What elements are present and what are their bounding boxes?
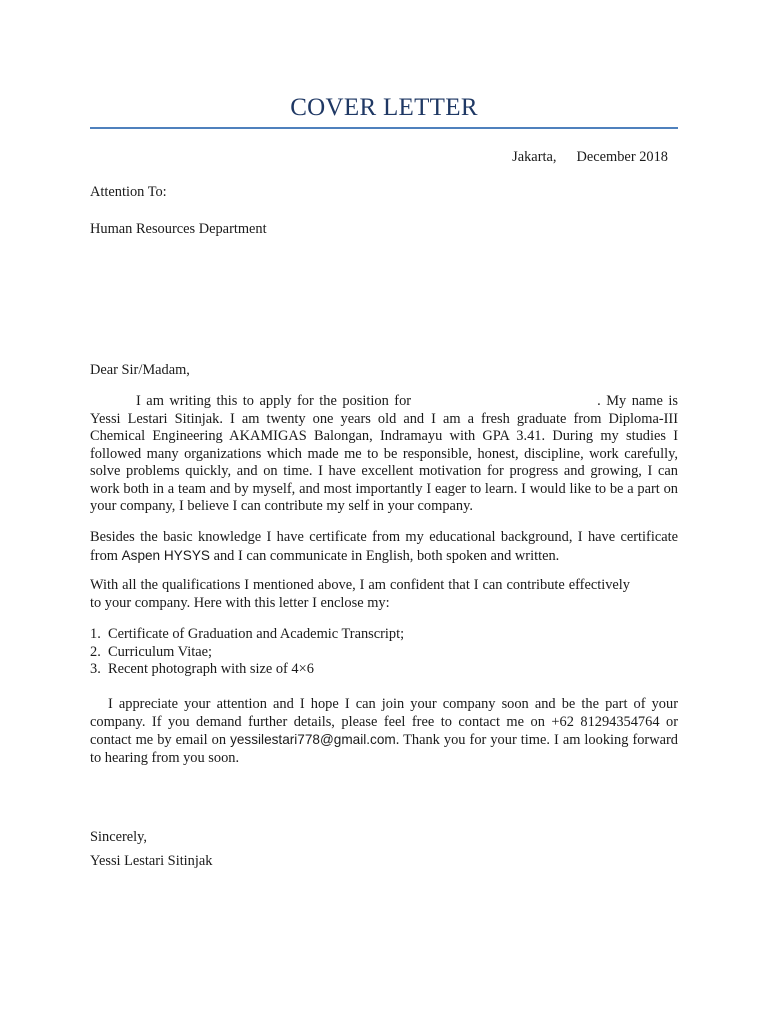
list-item [90, 644, 404, 662]
date-line [512, 149, 668, 167]
closing-text-end: . Thank you for your time. I am looking forward to hearing from you soon. [90, 732, 678, 766]
letter-date: December 2018 [576, 149, 668, 165]
closing-text: I appreciate your attention and I hope I can join your company soon and be the part of your company. If you demand further details, please feel free to contact me on +62 81294354764 or contact me by email on [90, 696, 678, 748]
list-item [90, 661, 404, 679]
list-item [90, 626, 404, 644]
title-underline-rule [90, 127, 678, 129]
intro-body-text: . My name is Yessi Lestari Sitinjak. I am twenty one years old and I am a fresh graduate from Diploma-III Chemical Engineering AKAMIGAS Balongan, Indramayu with GPA 3.41. During my studies I followed many organizations which made me to be responsible, honest, discipline, work carefully, solve problems quickly, and on time. I have excellent motivation for progress and growing, I can work both in a team and by myself, and most importantly I eager to learn. I would like to be a part on your company, I believe I can contribute my self in your company. [90, 393, 678, 514]
qualifications-text: Besides the basic knowledge I have certificate from my educational background, I have certificate from [90, 529, 678, 564]
closing-valediction: Sincerely, [90, 829, 148, 845]
paragraph-closing [90, 696, 678, 767]
paragraph-qualifications [90, 529, 678, 565]
list-item-number: 3. [90, 661, 101, 677]
enclosure-list [90, 626, 404, 679]
list-item-text: Curriculum Vitae; [108, 643, 212, 660]
email-address: yessilestari778@gmail.com [230, 732, 396, 747]
list-item-text: Recent photograph with size of 4×6 [108, 661, 314, 677]
software-name: Aspen HYSYS [121, 547, 210, 563]
place: Jakarta, [512, 149, 557, 165]
paragraph-introduction [90, 393, 678, 516]
attention-label: Attention To: [90, 184, 167, 200]
intro-lead-text: I am writing this to apply for the position for [136, 393, 412, 409]
document-title: COVER LETTER [290, 94, 478, 121]
signature-name: Yessi Lestari Sitinjak [90, 853, 213, 869]
paragraph-enclosure-intro: With all the qualifications I mentioned above, I am confident that I can contribute effectively to your company. Here with this letter I enclose my: [90, 577, 630, 611]
list-item-number: 1. [90, 626, 101, 642]
qualifications-text-end: and I can communicate in English, both spoken and written. [209, 547, 560, 564]
recipient-department: Human Resources Department [90, 221, 267, 237]
list-item-text: Certificate of Graduation and Academic Transcript; [108, 626, 405, 642]
list-item-number: 2. [90, 643, 101, 660]
salutation: Dear Sir/Madam, [90, 362, 190, 378]
